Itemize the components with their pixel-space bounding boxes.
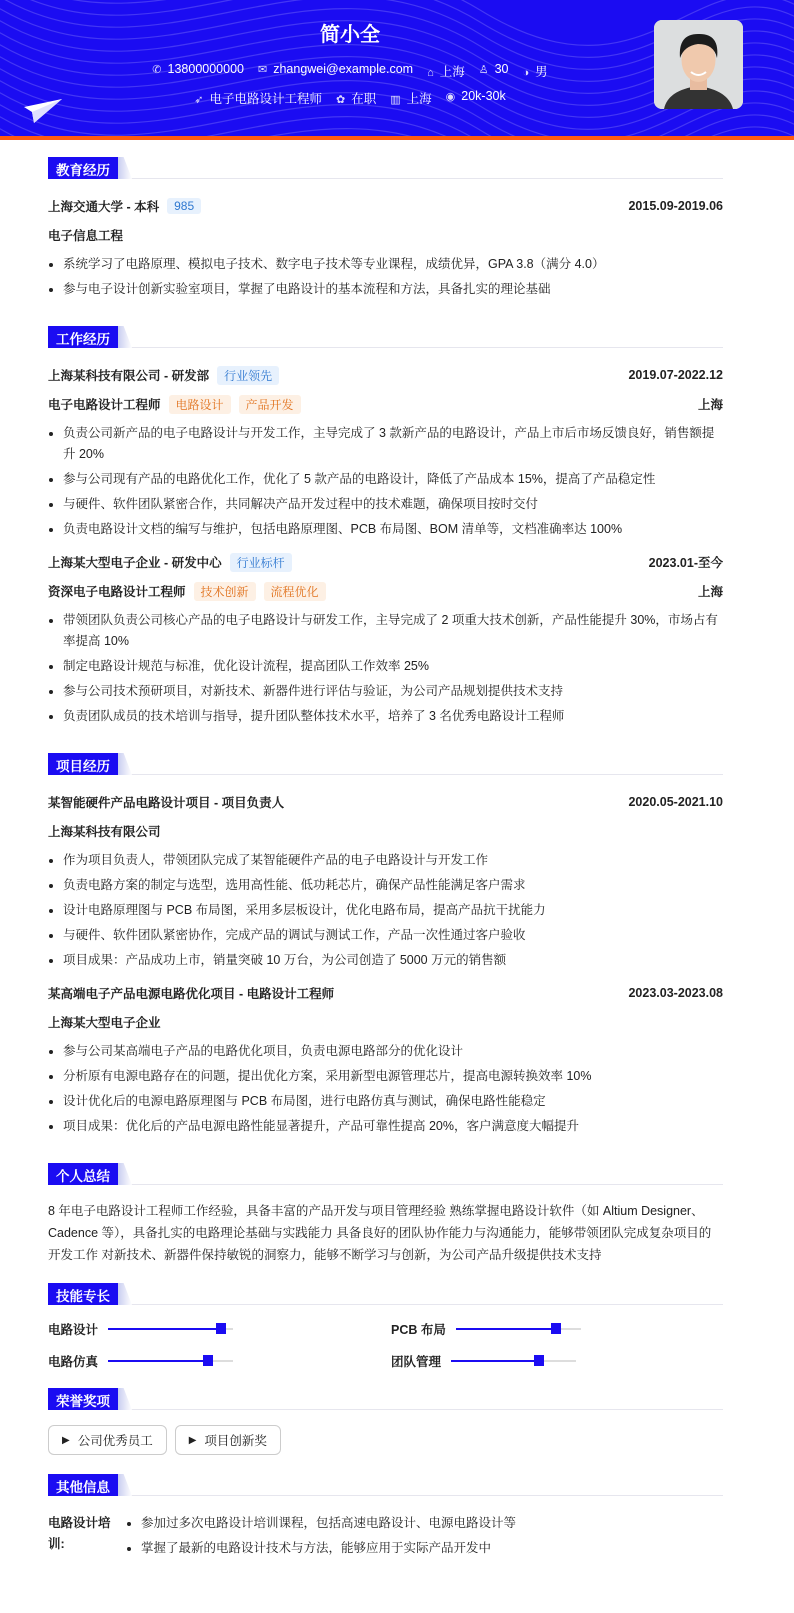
bullet-item: 分析原有电源电路存在的问题，提出优化方案，采用新型电源管理芯片，提高电源转换效率 10% — [48, 1066, 723, 1087]
send-icon: ➶ — [194, 94, 204, 106]
entry-tag: 985 — [167, 198, 201, 214]
age: ♙ 30 — [478, 62, 509, 76]
cake-icon: ♙ — [478, 64, 489, 76]
summary-text: 8 年电子电路设计工程师工作经验，具备丰富的产品开发与项目管理经验 熟练掌握电路设计软件（如 Altium Designer、Cadence 等），具备扎实的电路理论基础与实践能力 具备良好的团队协作能力与沟通能力，能够带领团队完成复杂项目的开发工作 对新技术、新器件保持敏锐的洞察力，能够不断学习与创新，为公司产品升级提供技术支持 — [48, 1204, 712, 1262]
honor-name: 公司优秀员工 — [77, 1434, 153, 1448]
entry-tag: 行业标杆 — [230, 553, 292, 572]
resume-header — [0, 0, 794, 136]
entry-bullets — [48, 1041, 723, 1137]
entry-bullets — [48, 254, 723, 300]
bullet-item: 项目成果：产品成功上市，销量突破 10 万台，为公司创造了 5000 万元的销售额 — [48, 950, 723, 971]
skill-level-knob — [216, 1323, 226, 1334]
section-header-skills — [48, 1283, 723, 1305]
entry-date: 2023.03-2023.08 — [628, 986, 723, 1000]
salary: ◉ 20k-30k — [445, 89, 506, 103]
bullet-item: 与硬件、软件团队紧密协作，完成产品的调试与测试工作，产品一次性通过客户验收 — [48, 925, 723, 946]
other-info-row — [48, 1513, 723, 1575]
bullet-item: 与硬件、软件团队紧密合作，共同解决产品开发过程中的技术难题，确保项目按时交付 — [48, 494, 723, 515]
skill-item — [391, 1319, 723, 1339]
entry-skill-tag: 流程优化 — [264, 582, 326, 601]
skill-level-fill — [456, 1328, 556, 1330]
entry-title: 某高端电子产品电源电路优化项目 - 电路设计工程师 — [48, 987, 335, 1001]
bullet-item: 设计电路原理图与 PCB 布局图，采用多层板设计，优化电路布局，提高产品抗干扰能力 — [48, 900, 723, 921]
entry-title: 上海某科技有限公司 - 研发部 — [48, 369, 210, 383]
skill-name: 电路仿真 — [48, 1355, 99, 1369]
entry-title-group — [48, 366, 279, 385]
bullet-item: 制定电路设计规范与标准，优化设计流程，提高团队工作效率 25% — [48, 656, 723, 677]
skill-level-fill — [451, 1360, 539, 1362]
entry-bullets — [48, 423, 723, 540]
entry-skill-tag: 技术创新 — [194, 582, 256, 601]
work-location: ▥ 上海 — [390, 92, 432, 106]
bullet-item: 参与公司现有产品的电路优化工作，优化了 5 款产品的电路设计，降低了产品成本 15%，提高了产品稳定性 — [48, 469, 723, 490]
section-header-summary — [48, 1163, 723, 1185]
entry-sub-group — [48, 1013, 161, 1031]
skill-name: 团队管理 — [391, 1355, 442, 1369]
phone: ✆ 13800000000 — [152, 62, 244, 76]
entry-subheader — [48, 821, 723, 841]
bullet-item: 作为项目负责人，带领团队完成了某智能硬件产品的电子电路设计与开发工作 — [48, 850, 723, 871]
job-status: ✿ 在职 — [335, 92, 377, 106]
skill-item — [391, 1351, 723, 1371]
section-title: 其他信息 — [48, 1474, 118, 1496]
section-title: 项目经历 — [48, 753, 118, 775]
bullet-item: 带领团队负责公司核心产品的电子电路设计与研发工作，主导完成了 2 项重大技术创新，产品性能提升 30%，市场占有率提高 10% — [48, 610, 723, 652]
skill-item — [48, 1319, 391, 1339]
section-title: 教育经历 — [48, 157, 118, 179]
section-title-decoration — [118, 753, 132, 775]
skill-name: 电路设计 — [48, 1323, 99, 1337]
skill-level-knob — [534, 1355, 544, 1366]
section-title-decoration — [118, 1474, 132, 1496]
money-icon: ◉ — [445, 91, 456, 103]
entry-header — [48, 196, 723, 216]
other-info-bullets — [126, 1513, 723, 1563]
play-icon: ▶ — [62, 1434, 70, 1446]
skill-level-bar — [108, 1360, 233, 1362]
bullet-item: 参与电子设计创新实验室项目，掌握了电路设计的基本流程和方法，具备扎实的理论基础 — [48, 279, 723, 300]
entry-bullets — [48, 610, 723, 727]
skill-level-knob — [203, 1355, 213, 1366]
section-title: 技能专长 — [48, 1283, 118, 1305]
entry-bullets — [48, 850, 723, 971]
phone-icon: ✆ — [152, 64, 162, 76]
entry-title-group — [48, 197, 201, 215]
honor-badge[interactable] — [48, 1425, 167, 1455]
entry-date: 2015.09-2019.06 — [628, 199, 723, 213]
section-header-education — [48, 157, 723, 179]
section-title: 工作经历 — [48, 326, 118, 348]
honor-name: 项目创新奖 — [204, 1434, 267, 1448]
skill-level-bar — [108, 1328, 233, 1330]
entry-title-group — [48, 553, 292, 572]
entry-subheader — [48, 225, 723, 245]
skill-level-fill — [108, 1360, 208, 1362]
entry-location: 上海 — [697, 398, 723, 412]
bullet-item: 负责公司新产品的电子电路设计与开发工作，主导完成了 3 款新产品的电路设计，产品上市后市场反馈良好，销售额提升 20% — [48, 423, 723, 465]
entry-tag: 行业领先 — [217, 366, 279, 385]
bullet-item: 设计优化后的电源电路原理图与 PCB 布局图，进行电路仿真与测试，确保电路性能稳定 — [48, 1091, 723, 1112]
bullet-item: 参与公司某高端电子产品的电路优化项目，负责电源电路部分的优化设计 — [48, 1041, 723, 1062]
section-title-decoration — [118, 1163, 132, 1185]
bullet-item: 系统学习了电路原理、模拟电子技术、数字电子技术等专业课程，成绩优异，GPA 3.8（满分 4.0） — [48, 254, 723, 275]
play-icon: ▶ — [188, 1434, 197, 1446]
bullet-item: 项目成果：优化后的产品电源电路性能显著提升，产品可靠性提高 20%，客户满意度大幅提升 — [48, 1116, 723, 1137]
bullet-item: 参与公司技术预研项目，对新技术、新器件进行评估与验证，为公司产品规划提供技术支持 — [48, 681, 723, 702]
entry-date: 2020.05-2021.10 — [628, 795, 723, 809]
email: ✉ zhangwei@example.com — [258, 62, 414, 76]
skill-level-fill — [108, 1328, 221, 1330]
bullet-item: 负责电路方案的制定与选型，选用高性能、低功耗芯片，确保产品性能满足客户需求 — [48, 875, 723, 896]
building-icon: ▥ — [390, 94, 401, 106]
entry-skill-tag: 产品开发 — [239, 395, 301, 414]
entry-title: 上海某大型电子企业 - 研发中心 — [48, 556, 222, 570]
entry-location: 上海 — [697, 585, 723, 599]
avatar-photo — [654, 20, 743, 109]
entry-subtitle: 上海某大型电子企业 — [48, 1016, 161, 1030]
honors-list — [48, 1425, 723, 1455]
entry-title: 上海交通大学 - 本科 — [48, 200, 160, 214]
section-header-honors — [48, 1388, 723, 1410]
entry-title-group — [48, 984, 334, 1002]
status-icon: ✿ — [335, 94, 346, 106]
skills-grid — [48, 1319, 723, 1371]
skill-level-bar — [451, 1360, 576, 1362]
section-title-decoration — [118, 1283, 132, 1305]
entry-header — [48, 365, 723, 385]
other-info-label: 电路设计培训: — [48, 1516, 111, 1551]
entry-header — [48, 792, 723, 812]
skill-item — [48, 1351, 391, 1371]
honor-badge[interactable] — [175, 1425, 281, 1455]
entry-title-group — [48, 793, 284, 811]
section-title: 荣誉奖项 — [48, 1388, 118, 1410]
job-target: ➶ 电子电路设计工程师 — [194, 92, 322, 106]
entry-title: 某智能硬件产品电路设计项目 - 项目负责人 — [48, 796, 285, 810]
bullet-item: 参加过多次电路设计培训课程，包括高速电路设计、电源电路设计等 — [126, 1513, 723, 1534]
skill-name: PCB 布局 — [391, 1323, 446, 1337]
section-header-other — [48, 1474, 723, 1496]
entry-sub-group — [48, 822, 161, 840]
entry-subtitle: 电子信息工程 — [48, 229, 124, 243]
bullet-item: 负责电路设计文档的编写与维护，包括电路原理图、PCB 布局图、BOM 清单等，文档准确率达 100% — [48, 519, 723, 540]
section-title-decoration — [118, 1388, 132, 1410]
resume-body — [48, 157, 723, 1575]
city: ⌂ 上海 — [427, 65, 465, 79]
skill-level-knob — [551, 1323, 561, 1334]
section-title: 个人总结 — [48, 1163, 118, 1185]
entry-sub-group — [48, 582, 326, 601]
gender: ◑ 男 — [522, 65, 548, 79]
section-title-decoration — [118, 157, 132, 179]
mail-icon: ✉ — [258, 64, 268, 76]
entry-subtitle: 资深电子电路设计工程师 — [48, 585, 186, 599]
bullet-item: 负责团队成员的技术培训与指导，提升团队整体技术水平，培养了 3 名优秀电路设计工程师 — [48, 706, 723, 727]
entry-sub-group — [48, 226, 123, 244]
entry-subtitle: 上海某科技有限公司 — [48, 825, 161, 839]
entry-subheader — [48, 394, 723, 414]
skill-level-bar — [456, 1328, 581, 1330]
entry-subheader — [48, 1012, 723, 1032]
entry-header — [48, 983, 723, 1003]
entry-skill-tag: 电路设计 — [169, 395, 231, 414]
section-title-decoration — [118, 326, 132, 348]
entry-sub-group — [48, 395, 301, 414]
candidate-name: 简小全 — [320, 24, 380, 46]
entry-date: 2019.07-2022.12 — [628, 368, 723, 382]
entry-subheader — [48, 581, 723, 601]
section-header-work — [48, 326, 723, 348]
section-header-projects — [48, 753, 723, 775]
entry-date: 2023.01-至今 — [648, 556, 723, 570]
entry-header — [48, 552, 723, 572]
gender-icon: ◑ — [522, 67, 530, 79]
bullet-item: 掌握了最新的电路设计技术与方法，能够应用于实际产品开发中 — [126, 1538, 723, 1559]
accent-line — [0, 136, 794, 140]
home-icon: ⌂ — [427, 67, 434, 79]
entry-subtitle: 电子电路设计工程师 — [48, 398, 161, 412]
